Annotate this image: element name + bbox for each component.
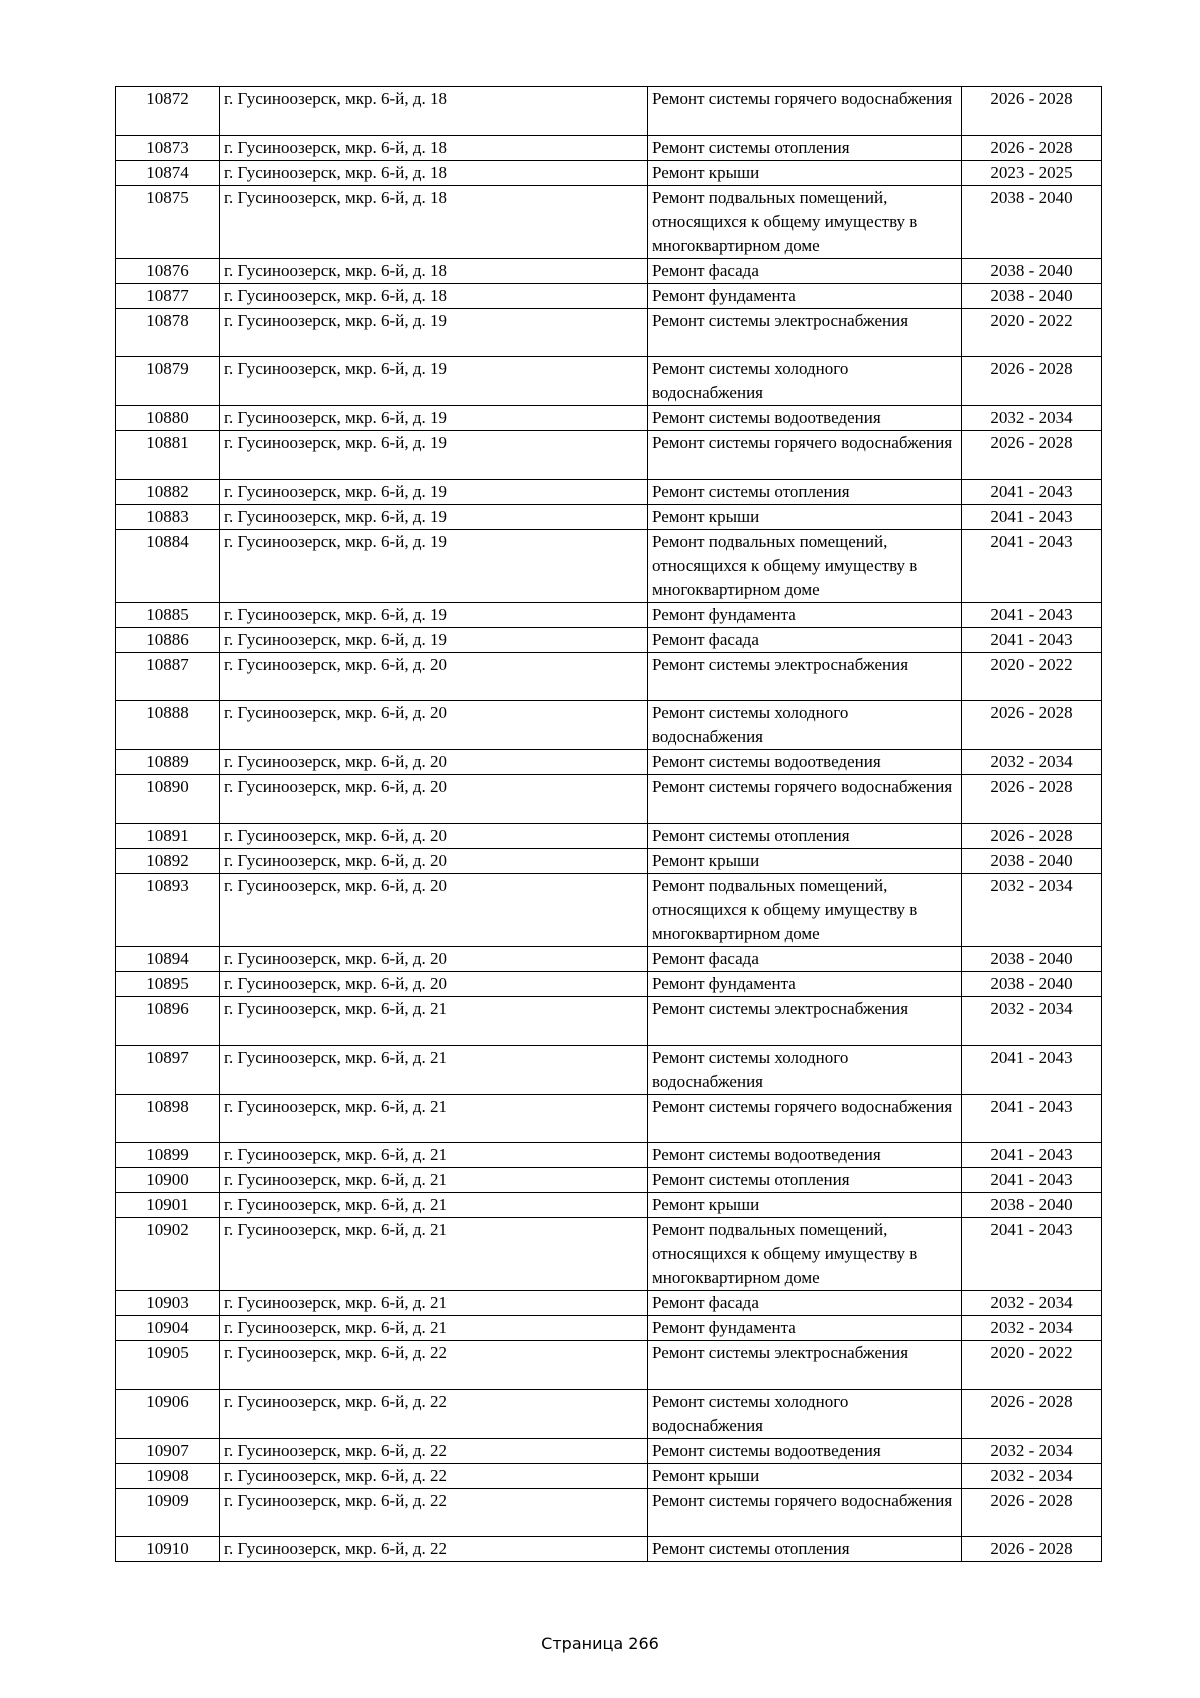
- work-type-cell: Ремонт системы горячего водоснабжения: [648, 775, 962, 824]
- record-number-cell: 10907: [116, 1438, 220, 1463]
- address-cell: г. Гусиноозерск, мкр. 6-й, д. 19: [220, 308, 648, 357]
- work-type-cell: Ремонт системы отопления: [648, 479, 962, 504]
- address-cell: г. Гусиноозерск, мкр. 6-й, д. 18: [220, 135, 648, 160]
- work-type-cell: Ремонт крыши: [648, 1193, 962, 1218]
- period-cell: 2020 - 2022: [962, 308, 1102, 357]
- work-type-cell: Ремонт фундамента: [648, 971, 962, 996]
- work-type-cell: Ремонт фасада: [648, 627, 962, 652]
- table-row: [116, 1143, 1102, 1168]
- address-cell: г. Гусиноозерск, мкр. 6-й, д. 20: [220, 823, 648, 848]
- address-cell: г. Гусиноозерск, мкр. 6-й, д. 20: [220, 873, 648, 946]
- table-row: [116, 283, 1102, 308]
- period-cell: 2038 - 2040: [962, 258, 1102, 283]
- record-number-cell: 10898: [116, 1094, 220, 1143]
- period-cell: 2026 - 2028: [962, 87, 1102, 136]
- record-number-cell: 10895: [116, 971, 220, 996]
- address-cell: г. Гусиноозерск, мкр. 6-й, д. 21: [220, 1193, 648, 1218]
- address-cell: г. Гусиноозерск, мкр. 6-й, д. 21: [220, 1291, 648, 1316]
- period-cell: 2041 - 2043: [962, 602, 1102, 627]
- record-number-cell: 10890: [116, 775, 220, 824]
- record-number-cell: 10904: [116, 1316, 220, 1341]
- address-cell: г. Гусиноозерск, мкр. 6-й, д. 19: [220, 529, 648, 602]
- work-type-cell: Ремонт системы водоотведения: [648, 1438, 962, 1463]
- work-type-cell: Ремонт системы горячего водоснабжения: [648, 87, 962, 136]
- work-type-cell: Ремонт системы электроснабжения: [648, 652, 962, 701]
- period-cell: 2041 - 2043: [962, 1094, 1102, 1143]
- address-cell: г. Гусиноозерск, мкр. 6-й, д. 19: [220, 479, 648, 504]
- period-cell: 2041 - 2043: [962, 1168, 1102, 1193]
- work-type-cell: Ремонт фундамента: [648, 602, 962, 627]
- work-type-cell: Ремонт подвальных помещений, относящихся к общему имуществу в многоквартирном доме: [648, 529, 962, 602]
- period-cell: 2041 - 2043: [962, 627, 1102, 652]
- period-cell: 2026 - 2028: [962, 1389, 1102, 1438]
- record-number-cell: 10910: [116, 1537, 220, 1562]
- record-number-cell: 10875: [116, 185, 220, 258]
- work-type-cell: Ремонт системы водоотведения: [648, 1143, 962, 1168]
- period-cell: 2023 - 2025: [962, 160, 1102, 185]
- record-number-cell: 10885: [116, 602, 220, 627]
- record-number-cell: 10899: [116, 1143, 220, 1168]
- work-type-cell: Ремонт фасада: [648, 1291, 962, 1316]
- work-type-cell: Ремонт системы электроснабжения: [648, 308, 962, 357]
- address-cell: г. Гусиноозерск, мкр. 6-й, д. 19: [220, 627, 648, 652]
- address-cell: г. Гусиноозерск, мкр. 6-й, д. 18: [220, 185, 648, 258]
- table-row: [116, 258, 1102, 283]
- record-number-cell: 10894: [116, 946, 220, 971]
- table-row: [116, 529, 1102, 602]
- period-cell: 2026 - 2028: [962, 431, 1102, 480]
- address-cell: г. Гусиноозерск, мкр. 6-й, д. 20: [220, 971, 648, 996]
- address-cell: г. Гусиноозерск, мкр. 6-й, д. 20: [220, 652, 648, 701]
- work-type-cell: Ремонт системы электроснабжения: [648, 996, 962, 1045]
- address-cell: г. Гусиноозерск, мкр. 6-й, д. 20: [220, 750, 648, 775]
- period-cell: 2038 - 2040: [962, 848, 1102, 873]
- record-number-cell: 10893: [116, 873, 220, 946]
- period-cell: 2026 - 2028: [962, 1488, 1102, 1537]
- work-type-cell: Ремонт фундамента: [648, 1316, 962, 1341]
- record-number-cell: 10886: [116, 627, 220, 652]
- table-row: [116, 848, 1102, 873]
- table-row: [116, 946, 1102, 971]
- period-cell: 2038 - 2040: [962, 283, 1102, 308]
- address-cell: г. Гусиноозерск, мкр. 6-й, д. 19: [220, 357, 648, 406]
- address-cell: г. Гусиноозерск, мкр. 6-й, д. 21: [220, 1168, 648, 1193]
- record-number-cell: 10872: [116, 87, 220, 136]
- address-cell: г. Гусиноозерск, мкр. 6-й, д. 21: [220, 1218, 648, 1291]
- table-row: [116, 1168, 1102, 1193]
- record-number-cell: 10909: [116, 1488, 220, 1537]
- address-cell: г. Гусиноозерск, мкр. 6-й, д. 19: [220, 431, 648, 480]
- table-row: [116, 652, 1102, 701]
- record-number-cell: 10897: [116, 1045, 220, 1094]
- address-cell: г. Гусиноозерск, мкр. 6-й, д. 19: [220, 406, 648, 431]
- table-row: [116, 1537, 1102, 1562]
- address-cell: г. Гусиноозерск, мкр. 6-й, д. 22: [220, 1389, 648, 1438]
- work-type-cell: Ремонт системы горячего водоснабжения: [648, 1488, 962, 1537]
- work-type-cell: Ремонт крыши: [648, 1463, 962, 1488]
- record-number-cell: 10889: [116, 750, 220, 775]
- table-row: [116, 971, 1102, 996]
- table-body: [116, 87, 1102, 1562]
- table-row: [116, 701, 1102, 750]
- work-type-cell: Ремонт системы горячего водоснабжения: [648, 431, 962, 480]
- period-cell: 2041 - 2043: [962, 1143, 1102, 1168]
- work-schedule-table: [115, 86, 1102, 1562]
- table-row: [116, 873, 1102, 946]
- work-type-cell: Ремонт системы отопления: [648, 1168, 962, 1193]
- work-type-cell: Ремонт системы холодного водоснабжения: [648, 357, 962, 406]
- table-row: [116, 357, 1102, 406]
- table-row: [116, 1045, 1102, 1094]
- period-cell: 2032 - 2034: [962, 873, 1102, 946]
- record-number-cell: 10906: [116, 1389, 220, 1438]
- address-cell: г. Гусиноозерск, мкр. 6-й, д. 22: [220, 1438, 648, 1463]
- record-number-cell: 10902: [116, 1218, 220, 1291]
- period-cell: 2026 - 2028: [962, 823, 1102, 848]
- table-row: [116, 479, 1102, 504]
- work-type-cell: Ремонт фасада: [648, 258, 962, 283]
- address-cell: г. Гусиноозерск, мкр. 6-й, д. 18: [220, 87, 648, 136]
- table-row: [116, 1389, 1102, 1438]
- work-type-cell: Ремонт системы холодного водоснабжения: [648, 1045, 962, 1094]
- table-row: [116, 1438, 1102, 1463]
- record-number-cell: 10876: [116, 258, 220, 283]
- table-row: [116, 1291, 1102, 1316]
- table-row: [116, 1218, 1102, 1291]
- address-cell: г. Гусиноозерск, мкр. 6-й, д. 20: [220, 946, 648, 971]
- record-number-cell: 10900: [116, 1168, 220, 1193]
- period-cell: 2032 - 2034: [962, 406, 1102, 431]
- period-cell: 2026 - 2028: [962, 357, 1102, 406]
- period-cell: 2026 - 2028: [962, 701, 1102, 750]
- address-cell: г. Гусиноозерск, мкр. 6-й, д. 21: [220, 1143, 648, 1168]
- address-cell: г. Гусиноозерск, мкр. 6-й, д. 18: [220, 258, 648, 283]
- work-type-cell: Ремонт крыши: [648, 848, 962, 873]
- work-type-cell: Ремонт подвальных помещений, относящихся к общему имуществу в многоквартирном доме: [648, 1218, 962, 1291]
- record-number-cell: 10888: [116, 701, 220, 750]
- table-row: [116, 775, 1102, 824]
- record-number-cell: 10877: [116, 283, 220, 308]
- address-cell: г. Гусиноозерск, мкр. 6-й, д. 19: [220, 504, 648, 529]
- work-type-cell: Ремонт системы горячего водоснабжения: [648, 1094, 962, 1143]
- address-cell: г. Гусиноозерск, мкр. 6-й, д. 22: [220, 1463, 648, 1488]
- table-row: [116, 1488, 1102, 1537]
- record-number-cell: 10884: [116, 529, 220, 602]
- address-cell: г. Гусиноозерск, мкр. 6-й, д. 21: [220, 996, 648, 1045]
- address-cell: г. Гусиноозерск, мкр. 6-й, д. 21: [220, 1094, 648, 1143]
- period-cell: 2038 - 2040: [962, 971, 1102, 996]
- period-cell: 2041 - 2043: [962, 529, 1102, 602]
- work-type-cell: Ремонт системы отопления: [648, 1537, 962, 1562]
- table-row: [116, 627, 1102, 652]
- table-row: [116, 602, 1102, 627]
- period-cell: 2041 - 2043: [962, 479, 1102, 504]
- period-cell: 2041 - 2043: [962, 1045, 1102, 1094]
- work-type-cell: Ремонт системы водоотведения: [648, 750, 962, 775]
- address-cell: г. Гусиноозерск, мкр. 6-й, д. 20: [220, 775, 648, 824]
- table-row: [116, 1193, 1102, 1218]
- record-number-cell: 10879: [116, 357, 220, 406]
- work-type-cell: Ремонт системы холодного водоснабжения: [648, 701, 962, 750]
- period-cell: 2032 - 2034: [962, 1316, 1102, 1341]
- record-number-cell: 10903: [116, 1291, 220, 1316]
- table-row: [116, 1094, 1102, 1143]
- address-cell: г. Гусиноозерск, мкр. 6-й, д. 21: [220, 1316, 648, 1341]
- record-number-cell: 10901: [116, 1193, 220, 1218]
- table-row: [116, 431, 1102, 480]
- period-cell: 2020 - 2022: [962, 1341, 1102, 1390]
- record-number-cell: 10873: [116, 135, 220, 160]
- record-number-cell: 10874: [116, 160, 220, 185]
- table-row: [116, 160, 1102, 185]
- period-cell: 2026 - 2028: [962, 775, 1102, 824]
- address-cell: г. Гусиноозерск, мкр. 6-й, д. 19: [220, 602, 648, 627]
- table-row: [116, 406, 1102, 431]
- work-type-cell: Ремонт крыши: [648, 504, 962, 529]
- period-cell: 2020 - 2022: [962, 652, 1102, 701]
- work-type-cell: Ремонт системы отопления: [648, 823, 962, 848]
- address-cell: г. Гусиноозерск, мкр. 6-й, д. 18: [220, 283, 648, 308]
- address-cell: г. Гусиноозерск, мкр. 6-й, д. 22: [220, 1537, 648, 1562]
- record-number-cell: 10891: [116, 823, 220, 848]
- period-cell: 2032 - 2034: [962, 1463, 1102, 1488]
- table-row: [116, 996, 1102, 1045]
- table-row: [116, 185, 1102, 258]
- work-type-cell: Ремонт крыши: [648, 160, 962, 185]
- work-type-cell: Ремонт подвальных помещений, относящихся к общему имуществу в многоквартирном доме: [648, 873, 962, 946]
- address-cell: г. Гусиноозерск, мкр. 6-й, д. 22: [220, 1341, 648, 1390]
- address-cell: г. Гусиноозерск, мкр. 6-й, д. 20: [220, 701, 648, 750]
- record-number-cell: 10880: [116, 406, 220, 431]
- work-type-cell: Ремонт фасада: [648, 946, 962, 971]
- address-cell: г. Гусиноозерск, мкр. 6-й, д. 21: [220, 1045, 648, 1094]
- table-row: [116, 1341, 1102, 1390]
- period-cell: 2032 - 2034: [962, 1291, 1102, 1316]
- work-type-cell: Ремонт системы водоотведения: [648, 406, 962, 431]
- work-type-cell: Ремонт подвальных помещений, относящихся к общему имуществу в многоквартирном доме: [648, 185, 962, 258]
- work-type-cell: Ремонт фундамента: [648, 283, 962, 308]
- table-row: [116, 1463, 1102, 1488]
- table-row: [116, 823, 1102, 848]
- period-cell: 2041 - 2043: [962, 1218, 1102, 1291]
- address-cell: г. Гусиноозерск, мкр. 6-й, д. 18: [220, 160, 648, 185]
- record-number-cell: 10905: [116, 1341, 220, 1390]
- period-cell: 2026 - 2028: [962, 1537, 1102, 1562]
- period-cell: 2041 - 2043: [962, 504, 1102, 529]
- record-number-cell: 10882: [116, 479, 220, 504]
- period-cell: 2038 - 2040: [962, 1193, 1102, 1218]
- table-row: [116, 87, 1102, 136]
- table-row: [116, 750, 1102, 775]
- work-type-cell: Ремонт системы электроснабжения: [648, 1341, 962, 1390]
- page-number: Страница 266: [541, 1634, 659, 1653]
- record-number-cell: 10896: [116, 996, 220, 1045]
- work-type-cell: Ремонт системы холодного водоснабжения: [648, 1389, 962, 1438]
- table-row: [116, 504, 1102, 529]
- table-row: [116, 135, 1102, 160]
- record-number-cell: 10883: [116, 504, 220, 529]
- work-type-cell: Ремонт системы отопления: [648, 135, 962, 160]
- address-cell: г. Гусиноозерск, мкр. 6-й, д. 22: [220, 1488, 648, 1537]
- table-row: [116, 1316, 1102, 1341]
- period-cell: 2032 - 2034: [962, 1438, 1102, 1463]
- period-cell: 2032 - 2034: [962, 750, 1102, 775]
- period-cell: 2038 - 2040: [962, 946, 1102, 971]
- period-cell: 2032 - 2034: [962, 996, 1102, 1045]
- record-number-cell: 10892: [116, 848, 220, 873]
- record-number-cell: 10887: [116, 652, 220, 701]
- record-number-cell: 10908: [116, 1463, 220, 1488]
- record-number-cell: 10878: [116, 308, 220, 357]
- table-row: [116, 308, 1102, 357]
- period-cell: 2038 - 2040: [962, 185, 1102, 258]
- address-cell: г. Гусиноозерск, мкр. 6-й, д. 20: [220, 848, 648, 873]
- period-cell: 2026 - 2028: [962, 135, 1102, 160]
- record-number-cell: 10881: [116, 431, 220, 480]
